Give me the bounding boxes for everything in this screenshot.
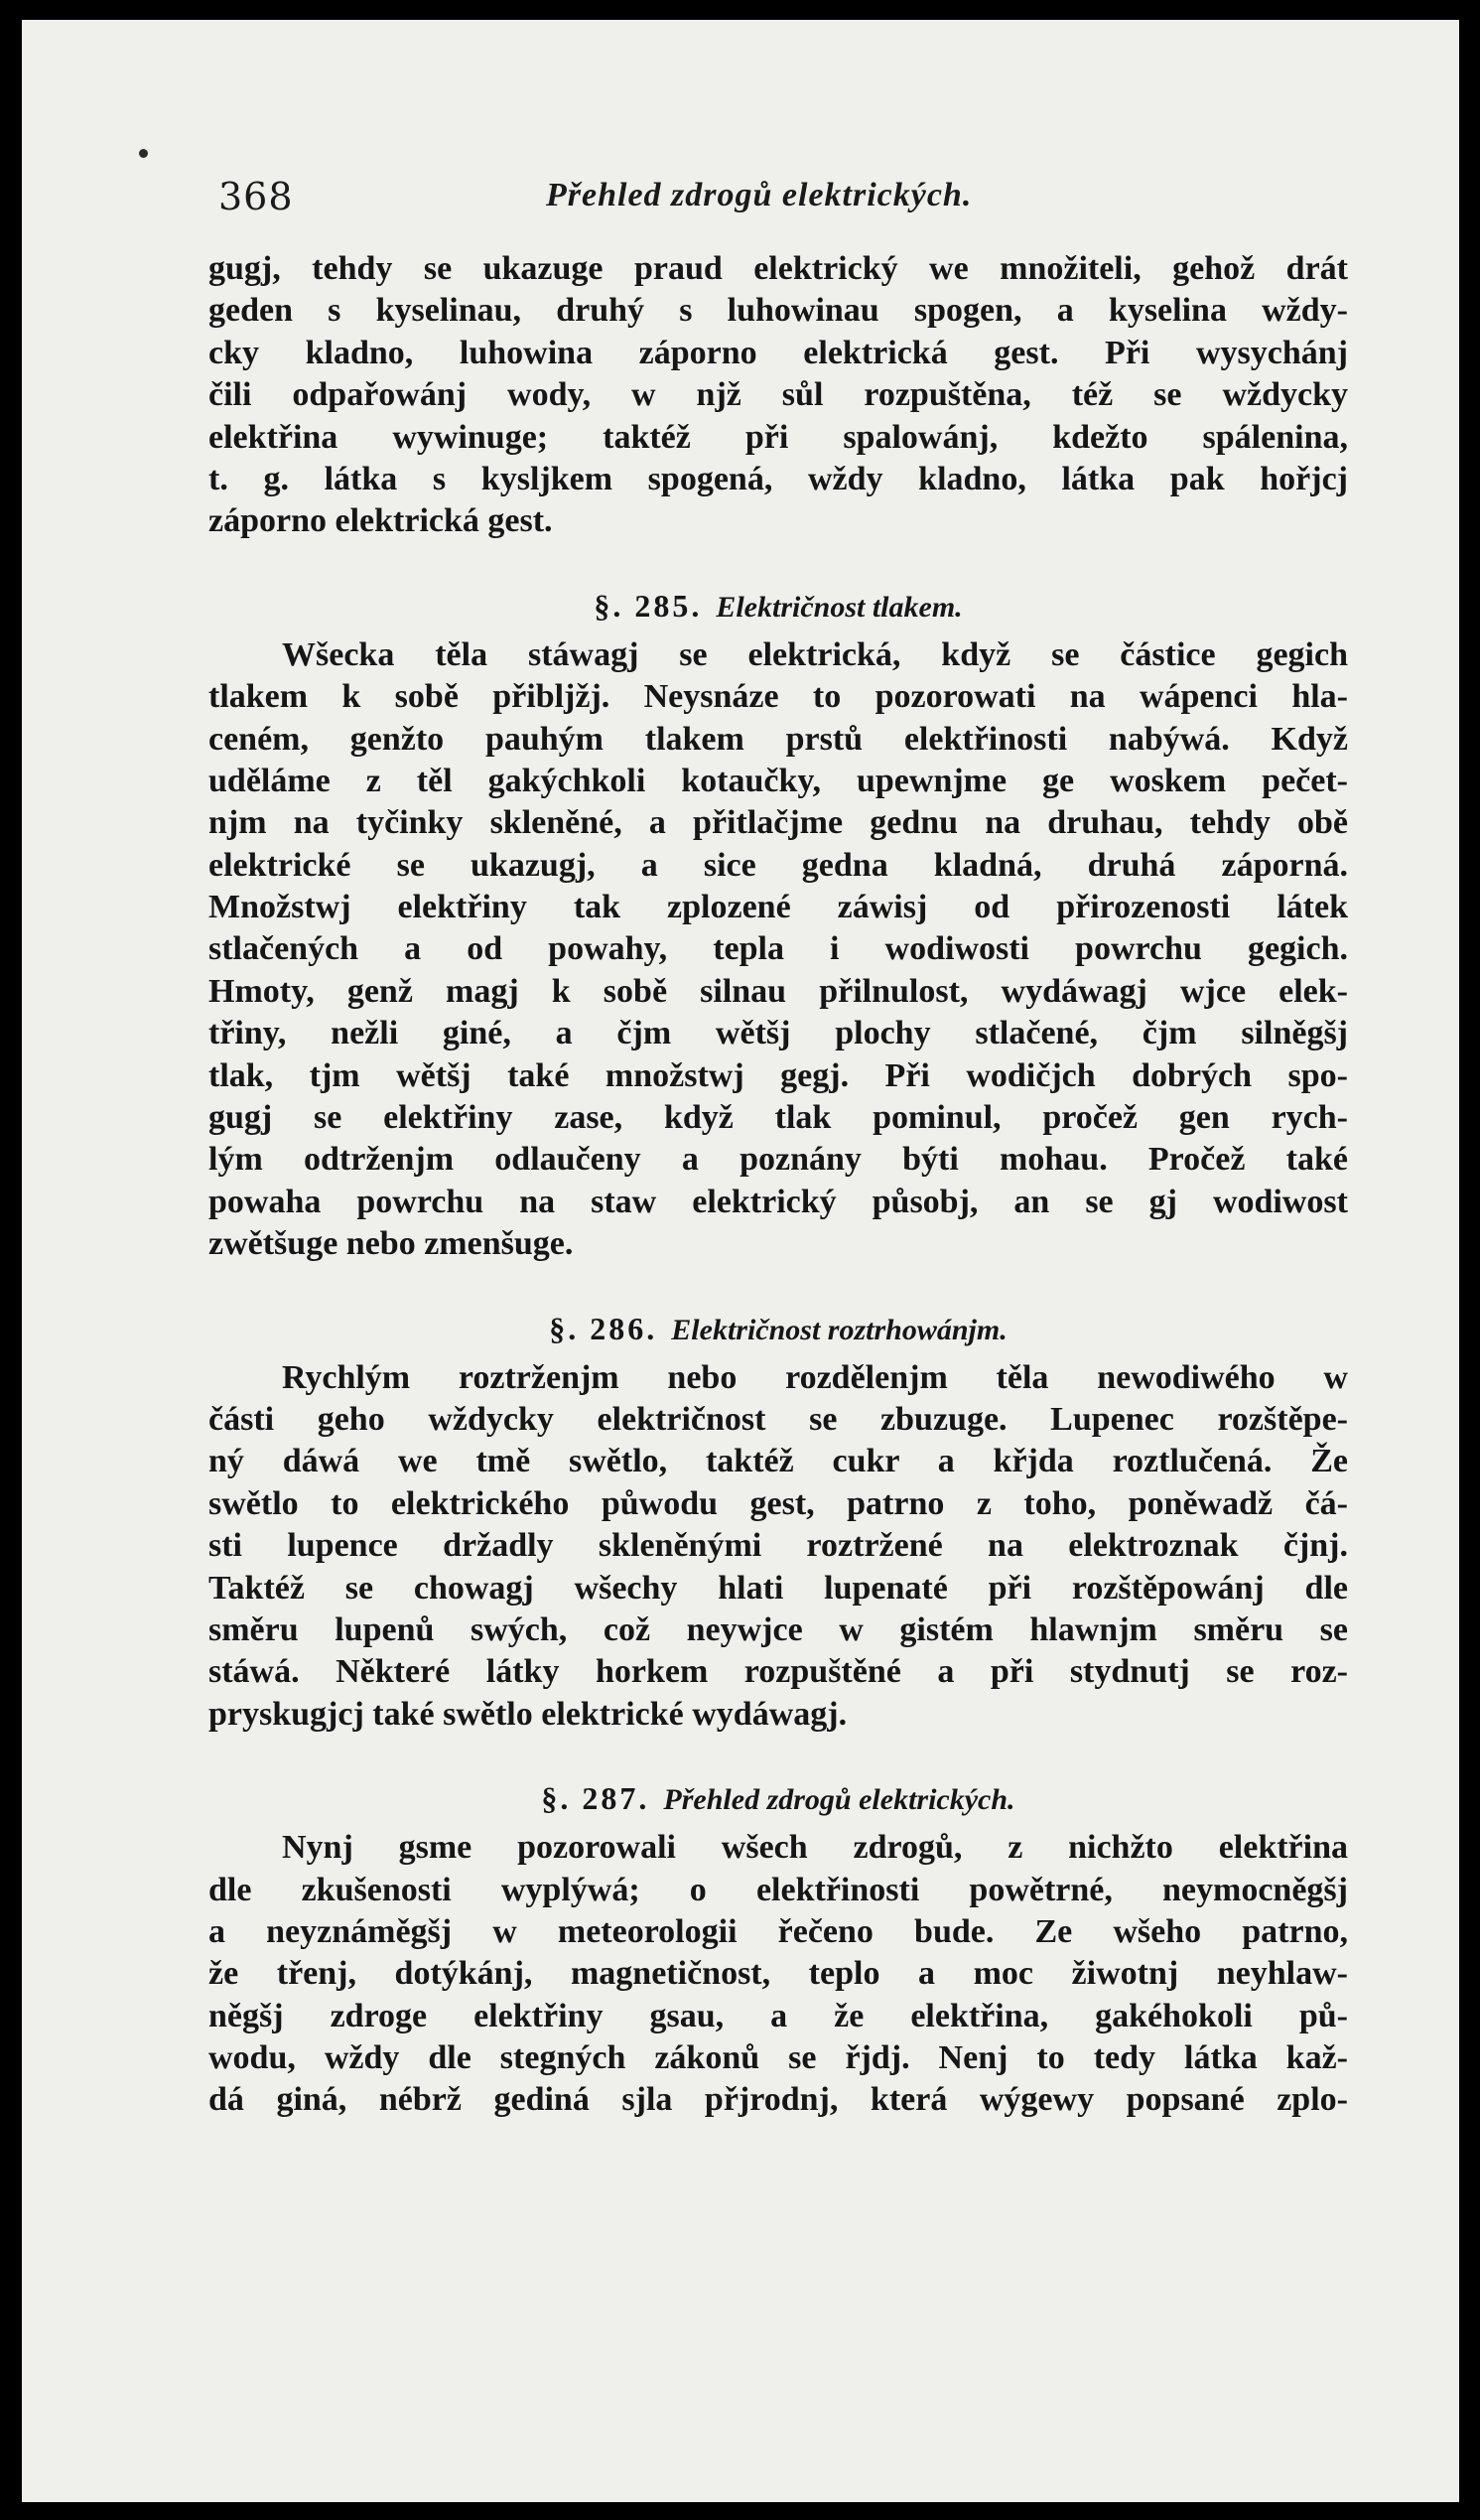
text-line: swětlo to elektrického půwodu gest, patrno z toho, poněwadž čá- <box>208 1484 1348 1522</box>
text-line: wodu, wždy dle stegných zákonů se řjdj. Nenj to tedy látka kaž- <box>208 2039 1348 2077</box>
section-heading <box>208 1306 1348 1351</box>
text-line: stlačených a od powahy, tepla i wodiwosti powrchu gegich. <box>208 930 1348 968</box>
text-line: třiny, nežli giné, a čjm wětšj plochy stlačené, čjm silněgšj <box>208 1015 1348 1052</box>
text-line: zwětšuge nebo zmenšuge. <box>208 1225 574 1263</box>
text-line: Wšecka těla stáwagj se elektrická, když se částice gegich <box>282 635 1348 673</box>
text-line: dá giná, nébrž gediná sjla přjrodnj, která wýgewy popsané zplo- <box>208 2081 1348 2119</box>
section-number: §. 286. <box>549 1310 658 1346</box>
text-line: že třenj, dotýkánj, magnetičnost, teplo a moc žiwotnj neyhlaw- <box>208 1955 1348 1993</box>
text-line: dle zkušenosti wyplýwá; o elektřinosti powětrné, neymocněgšj <box>208 1871 1348 1908</box>
text-line: ný dáwá we tmě swětlo, taktéž cukr a křjda roztlučená. Že <box>208 1443 1348 1480</box>
text-line: gugj se elektřiny zase, když tlak pominul, pročež gen rych- <box>208 1099 1348 1137</box>
text-line: tlakem k sobě přibljžj. Neysnáze to pozorowati na wápenci hla- <box>208 678 1348 716</box>
intro-paragraph <box>208 248 1348 543</box>
text-line: njm na tyčinky skleněné, a přitlačjme gednu na druhau, tehdy obě <box>208 804 1348 842</box>
text-line: a neyznáměgšj w meteorologii řečeno bude. Ze wšeho patrno, <box>208 1912 1348 1950</box>
text-line: tlak, tjm wětšj také množstwj gegj. Při wodičjch dobrých spo- <box>208 1056 1348 1094</box>
text-line: Taktéž se chowagj wšechy hlati lupenaté při rozštěpowánj dle <box>208 1569 1348 1607</box>
section-title: Električnost roztrhowánjm. <box>671 1313 1008 1346</box>
text-line: stáwá. Některé látky horkem rozpuštěné a při stydnutj se roz- <box>208 1653 1348 1691</box>
text-line: gugj, tehdy se ukazuge praud elektrický we množiteli, gehož drát <box>208 250 1348 287</box>
section-heading <box>208 1775 1348 1821</box>
text-line: elektřina wywinuge; taktéž při spalowánj, kdežto spálenina, <box>208 418 1348 456</box>
text-line: Hmoty, genž magj k sobě silnau přilnulost, wydáwagj wjce elek- <box>208 972 1348 1010</box>
section-title: Električnost tlakem. <box>716 590 963 624</box>
section-number: §. 287. <box>541 1780 650 1817</box>
text-line: Nynj gsme pozorowali wšech zdrogů, z nichžto elektřina <box>282 1829 1348 1867</box>
text-line: pryskugjcj také swětlo elektrické wydáwagj. <box>208 1695 848 1733</box>
text-line: powaha powrchu na staw elektrický působj, an se gj wodiwost <box>208 1183 1348 1220</box>
text-line: části geho wždycky električnost se zbuzuge. Lupenec rozštěpe- <box>208 1400 1348 1438</box>
text-line: něgšj zdroge elektřiny gsau, a že elektřina, gakéhokoli pů- <box>208 1997 1348 2034</box>
text-line: cky kladno, luhowina záporno elektrická gest. Při wysychánj <box>208 334 1348 371</box>
text-line: geden s kyselinau, druhý s luhowinau spogen, a kyselina wždy- <box>208 292 1348 330</box>
section-number: §. 285. <box>594 587 703 624</box>
section-heading <box>208 583 1348 629</box>
page-header <box>208 171 1290 230</box>
section-285 <box>208 583 1348 1266</box>
text-line: ceném, genžto pauhým tlakem prstů elektřinosti nabýwá. Když <box>208 720 1348 758</box>
text-line: čili odpařowánj wody, w njž sůl rozpuštěna, též se wždycky <box>208 376 1348 414</box>
text-line: lým odtrženjm odlaučeny a poznány býti mohau. Pročež také <box>208 1141 1348 1179</box>
section-286 <box>208 1306 1348 1737</box>
text-line: sti lupence držadly skleněnými roztržené na elektroznak čjnj. <box>208 1527 1348 1565</box>
spacer <box>208 1266 1348 1306</box>
section-287 <box>208 1775 1348 2122</box>
body-text <box>208 248 1348 2122</box>
section-title: Přehled zdrogů elektrických. <box>663 1783 1015 1817</box>
running-title: Přehled zdrogů elektrických. <box>546 177 973 213</box>
text-line: elektrické se ukazugj, a sice gedna kladná, druhá záporná. <box>208 846 1348 884</box>
text-line: záporno elektrická gest. <box>208 502 553 540</box>
ink-dot <box>139 149 148 158</box>
text-line: směru lupenů swých, což neywjce w gistém hlawnjm směru se <box>208 1610 1348 1648</box>
text-line: Rychlým roztrženjm nebo rozdělenjm těla newodiwého w <box>282 1358 1348 1396</box>
spacer <box>208 1736 1348 1775</box>
spacer <box>208 543 1348 583</box>
page-number: 368 <box>218 175 294 218</box>
text-line: Množstwj elektřiny tak zplozené záwisj od přirozenosti látek <box>208 889 1348 926</box>
text-line: uděláme z těl gakýchkoli kotaučky, upewnjme ge woskem pečet- <box>208 762 1348 799</box>
text-line: t. g. látka s kysljkem spogená, wždy kladno, látka pak hořjcj <box>208 460 1348 497</box>
